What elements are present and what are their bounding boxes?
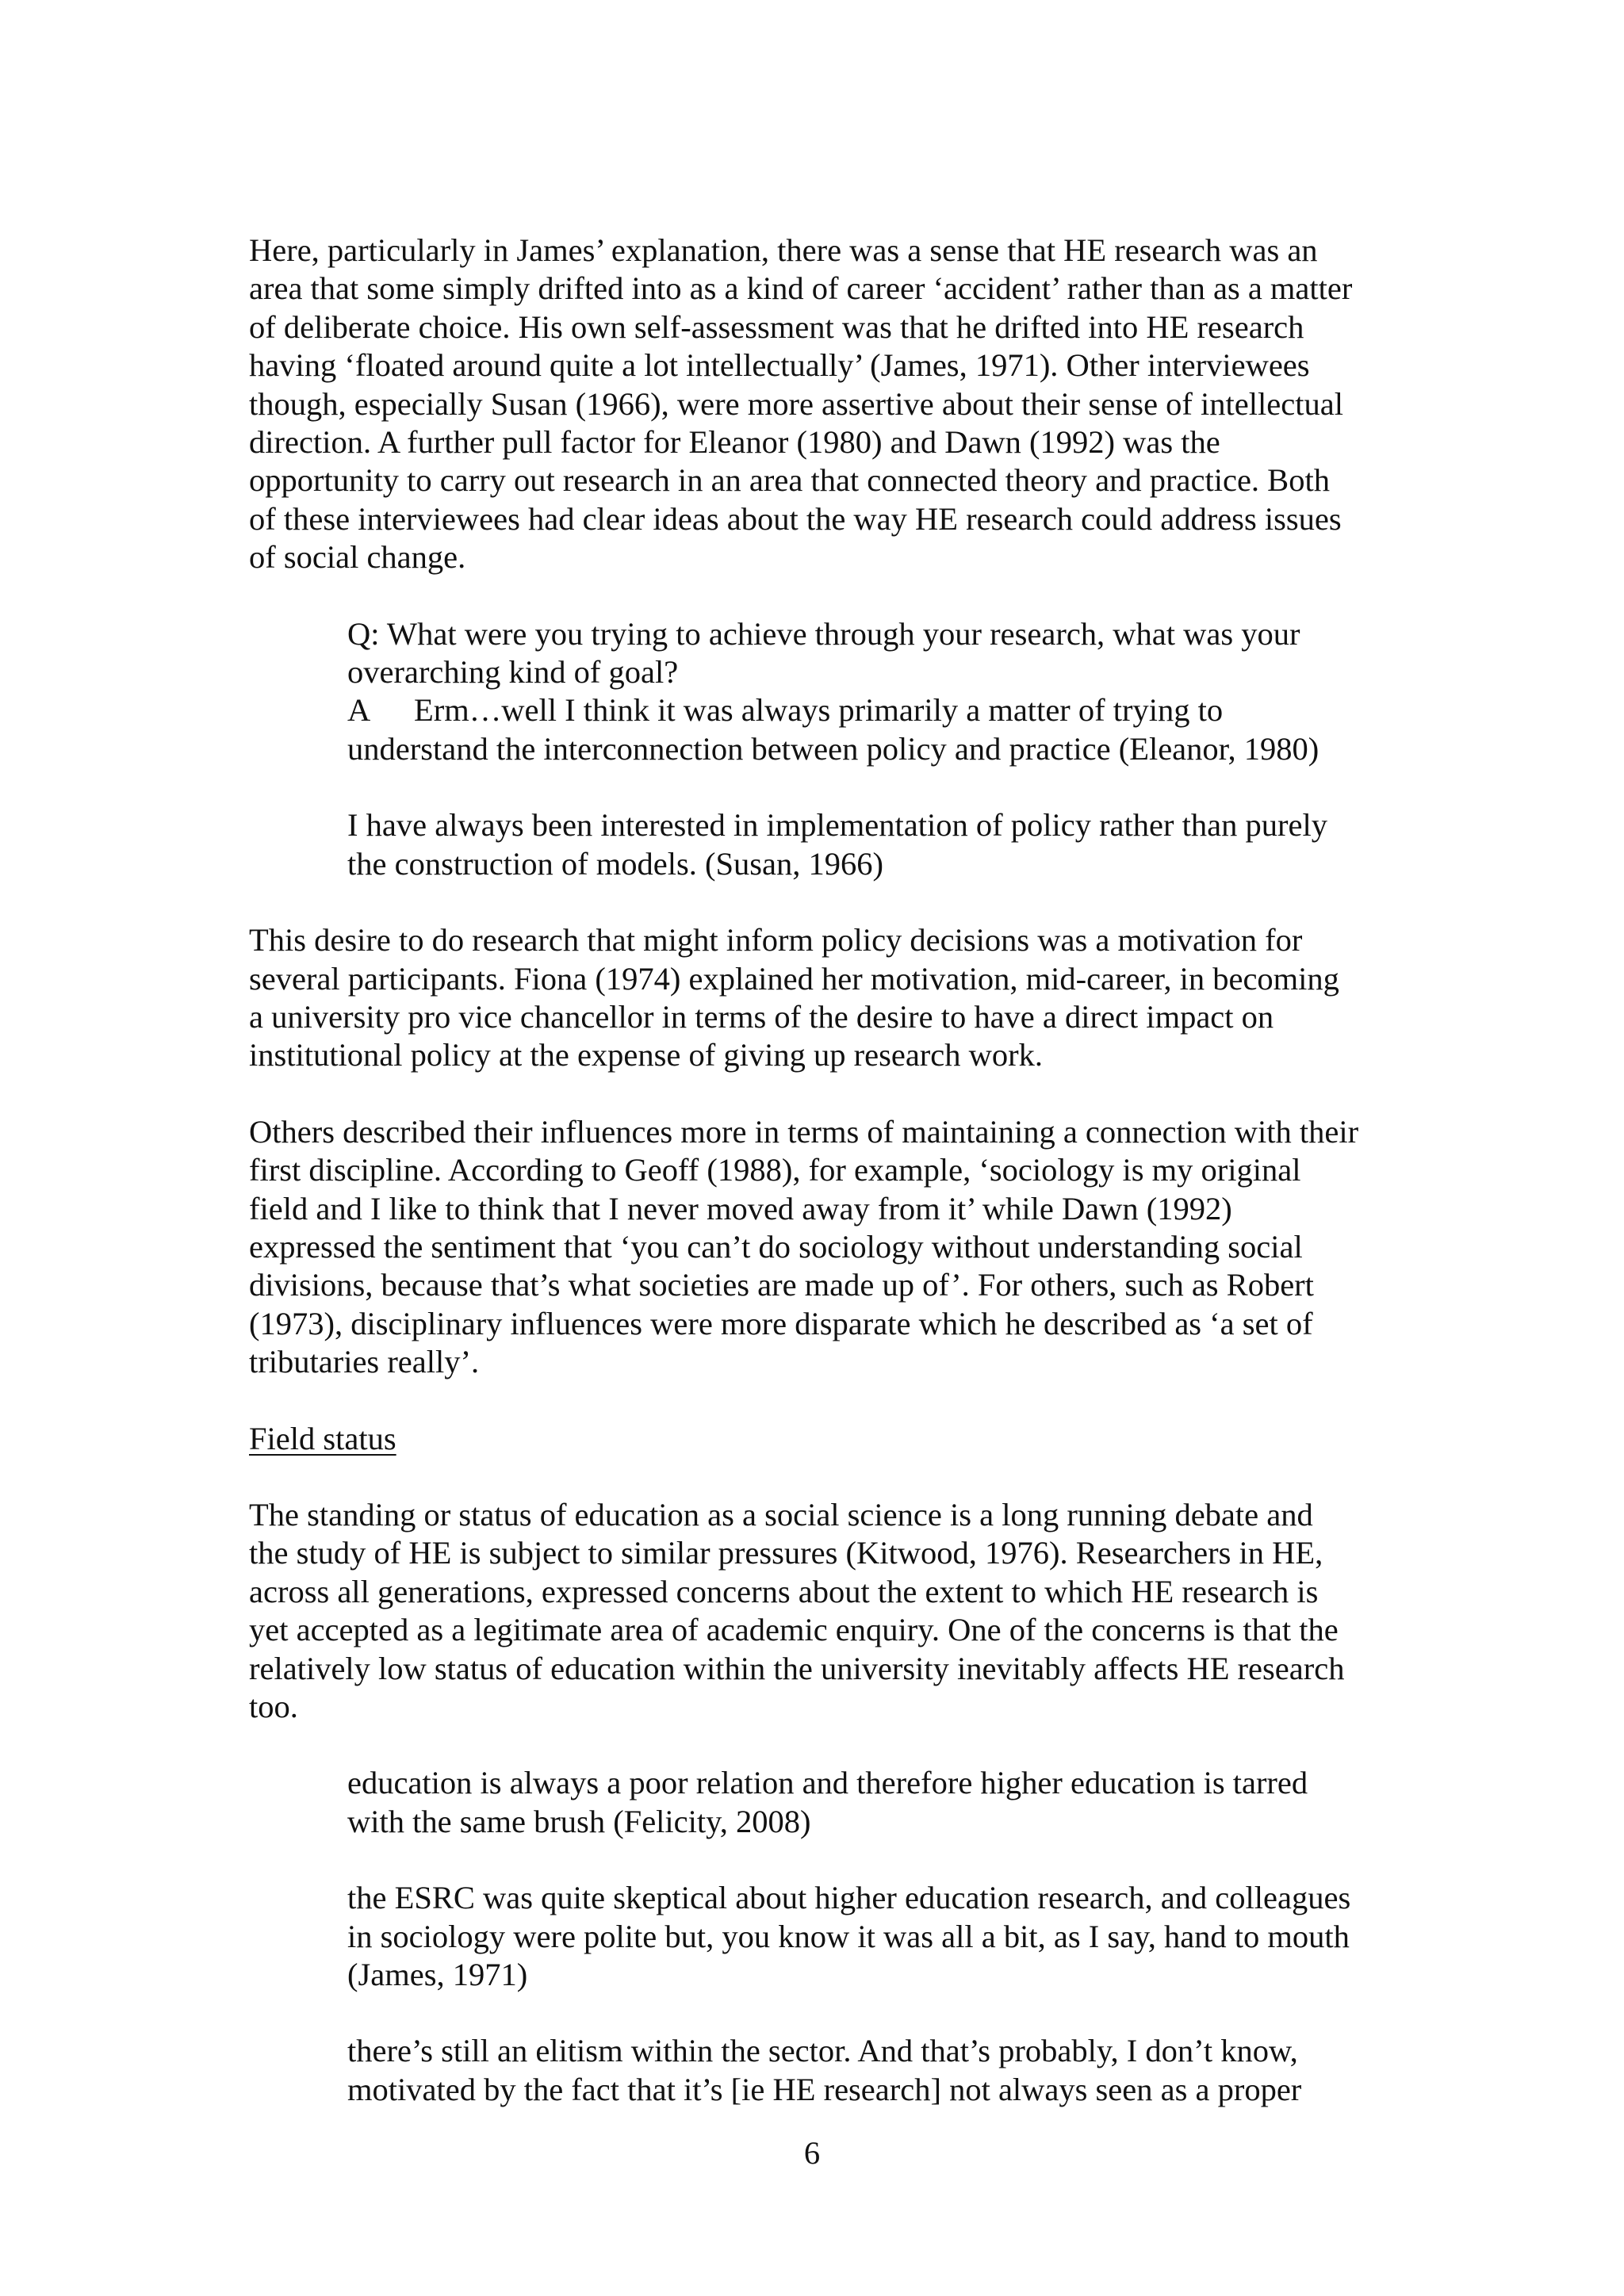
paragraph-2: [249, 921, 1407, 1075]
page-number: 6: [803, 2135, 821, 2171]
text-line: Here, particularly in James’ explanation, there was a sense that HE research was an: [249, 232, 1318, 268]
text-line: motivated by the fact that it’s [ie HE research] not always seen as a proper: [347, 2071, 1302, 2107]
text-line: having ‘floated around quite a lot intellectually’ (James, 1971). Other interviewees: [249, 347, 1310, 384]
text-line: (James, 1971): [347, 1957, 528, 1993]
text-line: a university pro vice chancellor in terms of the desire to have a direct impact on: [249, 998, 1274, 1035]
text-line: This desire to do research that might inform policy decisions was a motivation for: [249, 922, 1303, 959]
answer-text: Erm…well I think it was always primarily a matter of trying to: [414, 692, 1224, 729]
text-line: first discipline. According to Geoff (1988), for example, ‘sociology is my original: [249, 1152, 1301, 1188]
text-line: several participants. Fiona (1974) explained her motivation, mid-career, in becoming: [249, 960, 1339, 997]
text-line: yet accepted as a legitimate area of academic enquiry. One of the concerns is that the: [249, 1612, 1339, 1648]
text-line: across all generations, expressed concerns about the extent to which HE research is: [249, 1573, 1319, 1609]
interview-answer: [347, 691, 1407, 768]
interview-quote-felicity: [347, 1764, 1407, 1841]
text-line: opportunity to carry out research in an area that connected theory and practice. Both: [249, 462, 1330, 499]
text-line: (1973), disciplinary influences were more disparate which he described as ‘a set of: [249, 1305, 1313, 1341]
text-line: overarching kind of goal?: [347, 654, 679, 691]
text-line: Q: What were you trying to achieve through your research, what was your: [347, 615, 1300, 652]
text-line: [347, 691, 1407, 729]
page-body: [249, 232, 1407, 2147]
text-line: education is always a poor relation and therefore higher education is tarred: [347, 1765, 1308, 1801]
text-line: area that some simply drifted into as a kind of career ‘accident’ rather than as a matter: [249, 270, 1353, 307]
paragraph-3: [249, 1113, 1407, 1382]
text-line: of social change.: [249, 539, 466, 576]
text-line: expressed the sentiment that ‘you can’t do sociology without understanding social: [249, 1228, 1303, 1265]
text-line: there’s still an elitism within the sector. And that’s probably, I don’t know,: [347, 2033, 1298, 2069]
text-line: the ESRC was quite skeptical about higher education research, and colleagues: [347, 1880, 1351, 1916]
interview-quote-elitism: [347, 2032, 1407, 2109]
interview-quote-eleanor: [347, 615, 1407, 769]
text-line: of deliberate choice. His own self-assessment was that he drifted into HE research: [249, 308, 1304, 345]
interview-quote-james: [347, 1879, 1407, 1994]
interview-question: [347, 615, 1407, 692]
text-line: with the same brush (Felicity, 2008): [347, 1803, 811, 1839]
interview-quote-susan: [347, 806, 1407, 883]
paragraph-4: [249, 1496, 1407, 1726]
text-line: relatively low status of education within the university inevitably affects HE research: [249, 1650, 1345, 1686]
text-line: The standing or status of education as a social science is a long running debate and: [249, 1496, 1313, 1533]
text-line: too.: [249, 1689, 298, 1724]
text-line: institutional policy at the expense of giving up research work.: [249, 1037, 1043, 1073]
text-line: field and I like to think that I never moved away from it’ while Dawn (1992): [249, 1190, 1232, 1226]
text-line: the construction of models. (Susan, 1966): [347, 845, 884, 882]
section-heading: Field status: [249, 1420, 396, 1456]
text-line: divisions, because that’s what societies are made up of’. For others, such as Robert: [249, 1267, 1314, 1303]
text-line: understand the interconnection between policy and practice (Eleanor, 1980): [347, 730, 1320, 767]
text-line: I have always been interested in implementation of policy rather than purely: [347, 807, 1327, 844]
text-line: though, especially Susan (1966), were more assertive about their sense of intellectual: [249, 385, 1343, 422]
text-line: direction. A further pull factor for Eleanor (1980) and Dawn (1992) was the: [249, 424, 1220, 461]
text-line: tributaries really’.: [249, 1344, 480, 1380]
paragraph-1: [249, 232, 1407, 577]
text-line: the study of HE is subject to similar pressures (Kitwood, 1976). Researchers in HE,: [249, 1535, 1323, 1571]
text-line: Others described their influences more in terms of maintaining a connection with their: [249, 1113, 1359, 1150]
text-line: of these interviewees had clear ideas about the way HE research could address issues: [249, 500, 1342, 537]
text-line: in sociology were polite but, you know it was all a bit, as I say, hand to mouth: [347, 1918, 1350, 1954]
answer-label: A: [347, 692, 371, 729]
